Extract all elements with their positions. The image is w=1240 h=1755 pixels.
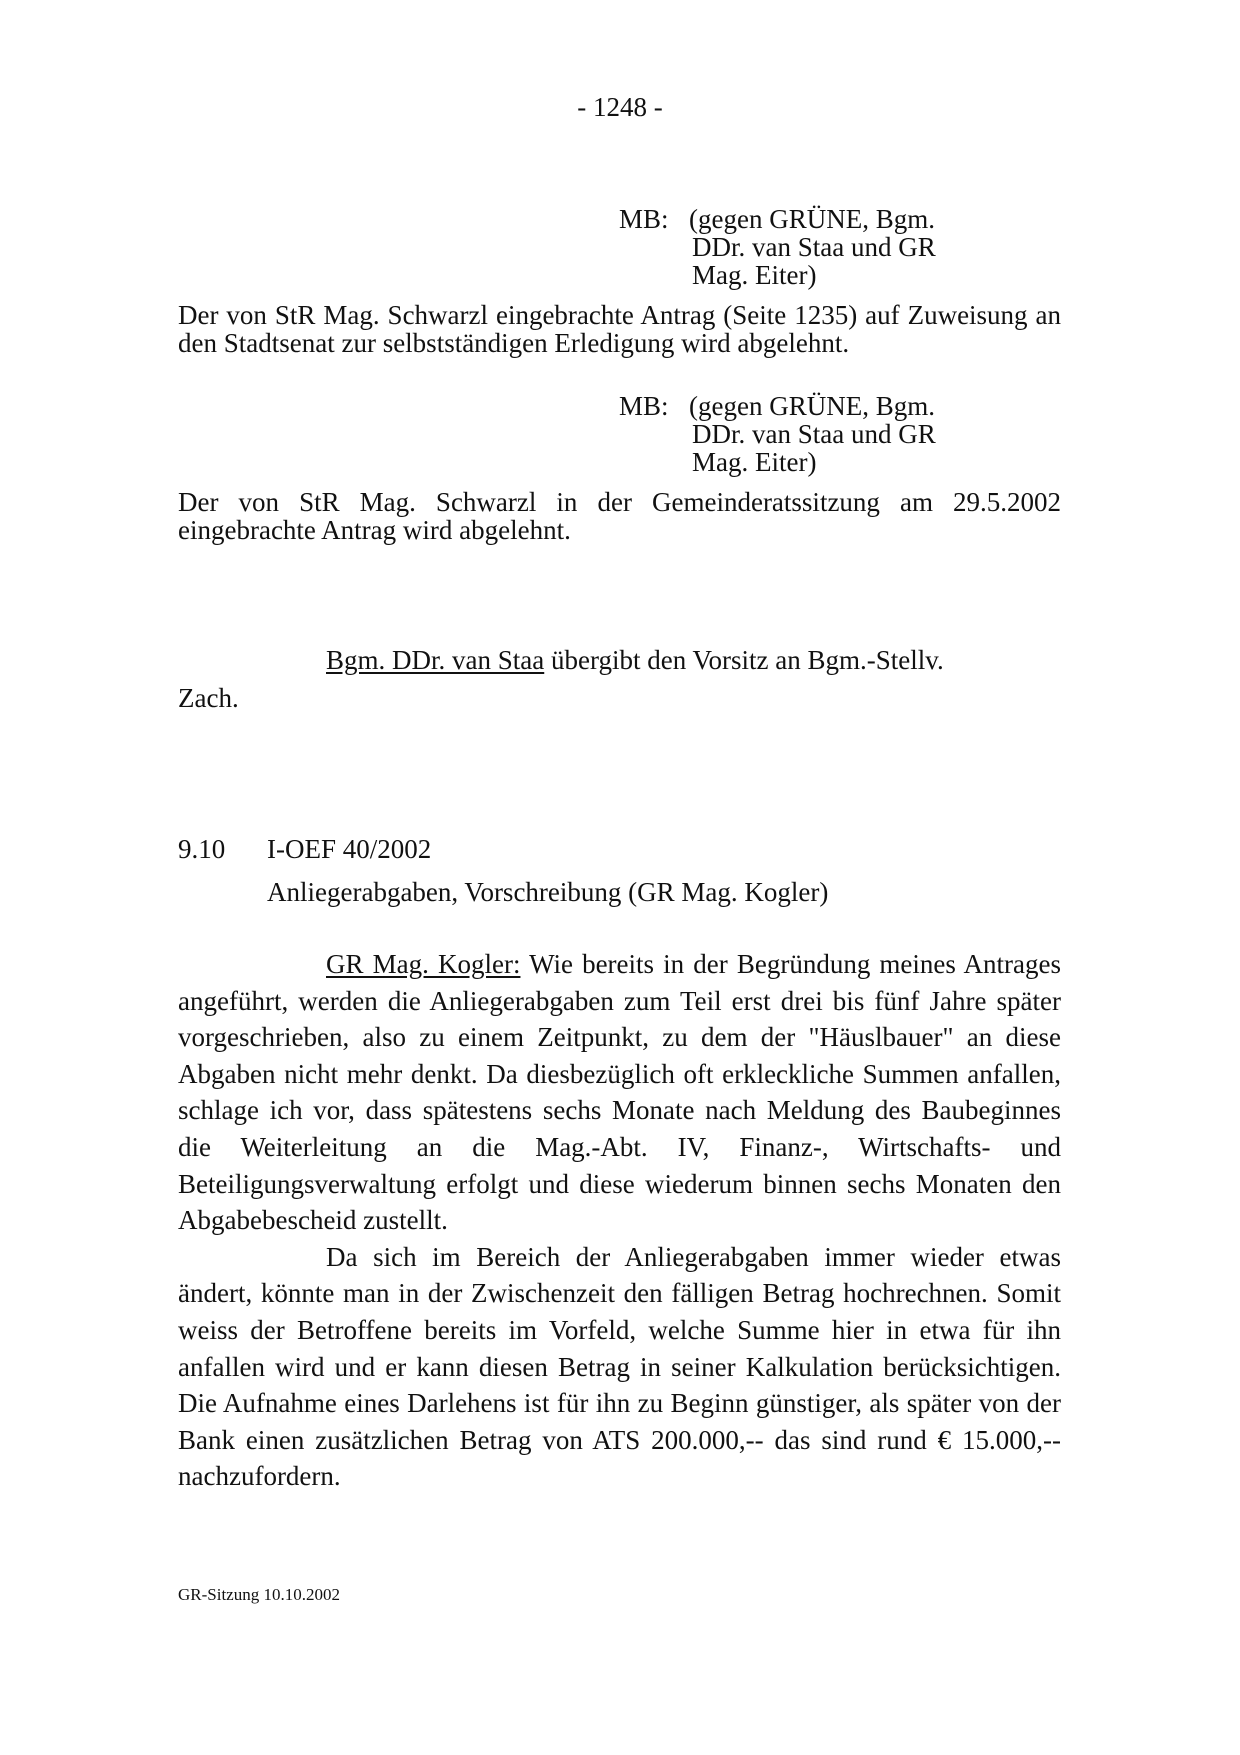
item-code: I-OEF 40/2002 xyxy=(267,834,432,864)
handover-continuation: Zach. xyxy=(178,683,239,713)
speaker-name: Bgm. DDr. van Staa xyxy=(326,645,545,675)
footer: GR-Sitzung 10.10.2002 xyxy=(178,1585,340,1604)
speech-block xyxy=(178,946,1061,1495)
speaker-name: GR Mag. Kogler: xyxy=(326,949,521,979)
vote-detail xyxy=(689,392,1009,476)
speech-paragraph xyxy=(178,946,1061,1239)
item-subject: Anliegerabgaben, Vorschreibung (GR Mag. Kogler) xyxy=(267,877,829,907)
vote-line: DDr. van Staa und GR xyxy=(692,419,936,449)
handover-text: übergibt den Vorsitz an Bgm.-Stellv. xyxy=(544,645,944,675)
vote-line: Mag. Eiter) xyxy=(692,447,817,477)
speech-paragraph: Da sich im Bereich der Anliegerabgaben immer wieder etwas ändert, könnte man in der Zwischenzeit den fälligen Betrag hochrechnen. Somit weiss der Betroffene bereits im Vorfeld, welche Summe hier in etwa für ihn anfallen wird und er kann diesen Betrag in seiner Kalkulation berücksichtigen. Die Aufnahme eines Darlehens ist für ihn zu Beginn günstiger, als später von der Bank einen zusätzlichen Betrag von ATS 200.000,-- das sind rund € 15.000,-- nachzufordern. xyxy=(178,1241,1061,1492)
chair-handover xyxy=(326,645,944,675)
item-number: 9.10 xyxy=(178,834,226,864)
vote-detail xyxy=(689,205,1009,289)
page-number: - 1248 - xyxy=(577,92,663,122)
vote-label: MB: xyxy=(619,204,669,234)
vote-line: (gegen GRÜNE, Bgm. xyxy=(689,391,935,421)
resolution-paragraph-2: Der von StR Mag. Schwarzl in der Gemeinderatssitzung am 29.5.2002 eingebrachte Antrag wird abgelehnt. xyxy=(178,487,1061,545)
vote-label: MB: xyxy=(619,391,669,421)
speech-text: Wie bereits in der Begründung meines Antrages angeführt, werden die Anliegerabgaben zum Teil erst drei bis fünf Jahre später vorgeschrieben, also zu einem Zeitpunkt, zu dem der "Häuslbauer" an diese Abgaben nicht mehr denkt. Da diesbezüglich oft erkleckliche Summen anfallen, schlage ich vor, dass spätestens sechs Monate nach Meldung des Baubeginnes die Weiterleitung an die Mag.-Abt. IV, Finanz-, Wirtschafts- und Beteiligungsverwaltung erfolgt und diese wiederum binnen sechs Monaten den Abgabebescheid zustellt. xyxy=(178,949,1061,1236)
vote-line: DDr. van Staa und GR xyxy=(692,232,936,262)
vote-line: Mag. Eiter) xyxy=(692,260,817,290)
vote-line: (gegen GRÜNE, Bgm. xyxy=(689,204,935,234)
resolution-paragraph-1: Der von StR Mag. Schwarzl eingebrachte Antrag (Seite 1235) auf Zuweisung an den Stadtsenat zur selbstständigen Erledigung wird abgelehnt. xyxy=(178,300,1061,358)
